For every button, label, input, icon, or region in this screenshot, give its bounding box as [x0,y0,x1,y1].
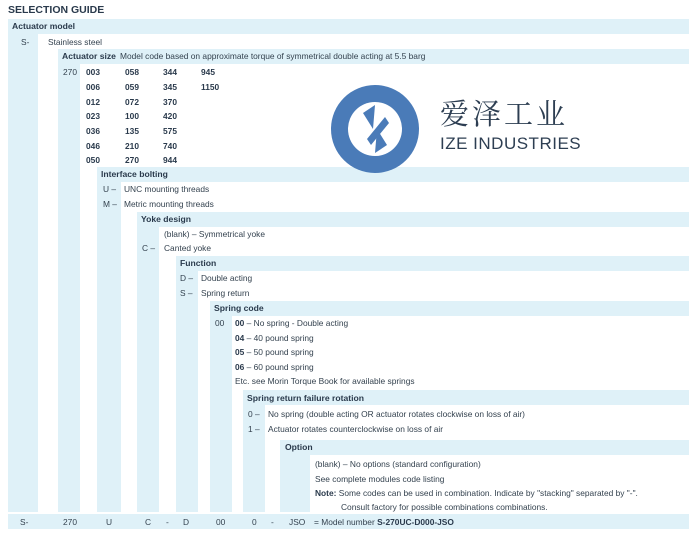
function-code: D – [180,273,194,283]
column-bar-failure [243,405,265,512]
band-option [280,440,689,455]
function-heading: Function [180,258,217,268]
bolting-code: U – [103,184,117,194]
yoke-label: Canted yoke [164,243,212,253]
company-logo [329,83,421,175]
size-value: 012 [86,97,100,107]
function-label: Spring return [201,288,250,298]
page-title: SELECTION GUIDE [8,4,105,16]
spring-item [235,347,314,358]
column-bar-spring [210,316,232,512]
function-label: Double acting [201,273,253,283]
failure-rotation-heading: Spring return failure rotation [247,393,364,403]
option-note-label: Note: [315,488,337,498]
failure-label: No spring (double acting OR actuator rotates clockwise on loss of air) [268,409,525,419]
spring-item [235,318,348,329]
watermark-cn: 爱泽工业 [440,97,569,131]
size-value: 050 [86,155,100,165]
footer-code: 270 [63,517,77,527]
interface-bolting-heading: Interface bolting [101,169,168,179]
column-bar-model [8,34,38,512]
size-value: 046 [86,141,100,151]
size-value: 006 [86,82,100,92]
band-yoke-design [137,212,689,227]
size-value: 059 [125,82,139,92]
option-line-1: (blank) – No options (standard configuration) [315,459,481,469]
size-value: 100 [125,111,139,121]
size-value: 210 [125,141,139,151]
size-value: 135 [125,126,139,136]
size-value: 370 [163,97,177,107]
size-value: 575 [163,126,177,136]
size-value: 058 [125,67,139,77]
actuator-size-heading: Actuator size [62,51,116,61]
band-actuator-model [8,19,689,34]
spring-note: Etc. see Morin Torque Book for available springs [235,376,415,386]
option-note [315,488,638,499]
column-bar-size [58,62,80,512]
footer-code: D [183,517,190,527]
column-bar-yoke [137,224,159,512]
spring-item-code: 05 [235,347,245,357]
actuator-model-desc: Stainless steel [48,37,102,47]
spring-code-prefix: 00 [215,318,225,328]
spring-item [235,362,314,373]
spring-item-code: 00 [235,318,245,328]
bolting-code: M – [103,199,117,209]
yoke-label: (blank) – Symmetrical yoke [164,229,265,239]
actuator-model-code: S- [21,37,30,47]
option-note-text: Some codes can be used in combination. Indicate by "stacking" separated by "-". [336,488,638,498]
spring-item-label: – No spring - Double acting [244,318,349,328]
bolting-label: Metric mounting threads [124,199,214,209]
footer-code: U [106,517,113,527]
footer-code: 00 [216,517,226,527]
spring-item-label: – 50 pound spring [244,347,314,357]
size-value: 945 [201,67,215,77]
yoke-design-heading: Yoke design [141,214,191,224]
function-code: S – [180,288,193,298]
actuator-size-code: 270 [63,67,77,77]
size-value: 023 [86,111,100,121]
size-value: 072 [125,97,139,107]
size-value: 036 [86,126,100,136]
band-function [176,256,689,271]
spring-code-heading: Spring code [214,303,264,313]
actuator-model-heading: Actuator model [12,21,76,31]
spring-item-code: 06 [235,362,245,372]
footer-code: - [271,517,274,527]
footer-code: C [145,517,152,527]
column-bar-bolting [97,180,121,512]
column-bar-option [280,455,310,512]
size-value: 003 [86,67,100,77]
spring-item [235,333,314,344]
logo-mark-icon [329,83,421,175]
size-value: 270 [125,155,139,165]
size-value: 1150 [201,82,220,92]
footer-code: 0 [252,517,257,527]
bolting-label: UNC mounting threads [124,184,210,194]
actuator-size-desc: Model code based on approximate torque of symmetrical double acting at 5.5 barg [120,51,426,61]
failure-code: 0 – [248,409,260,419]
failure-code: 1 – [248,424,260,434]
option-note-2: Consult factory for possible combinations combinations. [341,502,548,512]
spring-item-label: – 60 pound spring [244,362,314,372]
footer-code: JSO [289,517,306,527]
footer-model-number: S-270UC-D000-JSO [377,517,454,527]
watermark-en: IZE INDUSTRIES [440,134,582,153]
failure-label: Actuator rotates counterclockwise on loss of air [268,424,444,434]
footer-code: S- [20,517,29,527]
footer-eq-label: = Model number [314,517,375,527]
spring-item-code: 04 [235,333,245,343]
size-value: 944 [163,155,177,165]
footer-code: - [166,517,169,527]
band-spring-code [210,301,689,316]
yoke-code: C – [142,243,156,253]
size-value: 345 [163,82,177,92]
column-bar-function [176,270,198,512]
size-value: 344 [163,67,177,77]
size-value: 420 [163,111,177,121]
option-heading: Option [285,442,313,452]
size-value: 740 [163,141,177,151]
spring-item-label: – 40 pound spring [244,333,314,343]
option-line-2: See complete modules code listing [315,474,445,484]
footer-model [314,517,454,528]
